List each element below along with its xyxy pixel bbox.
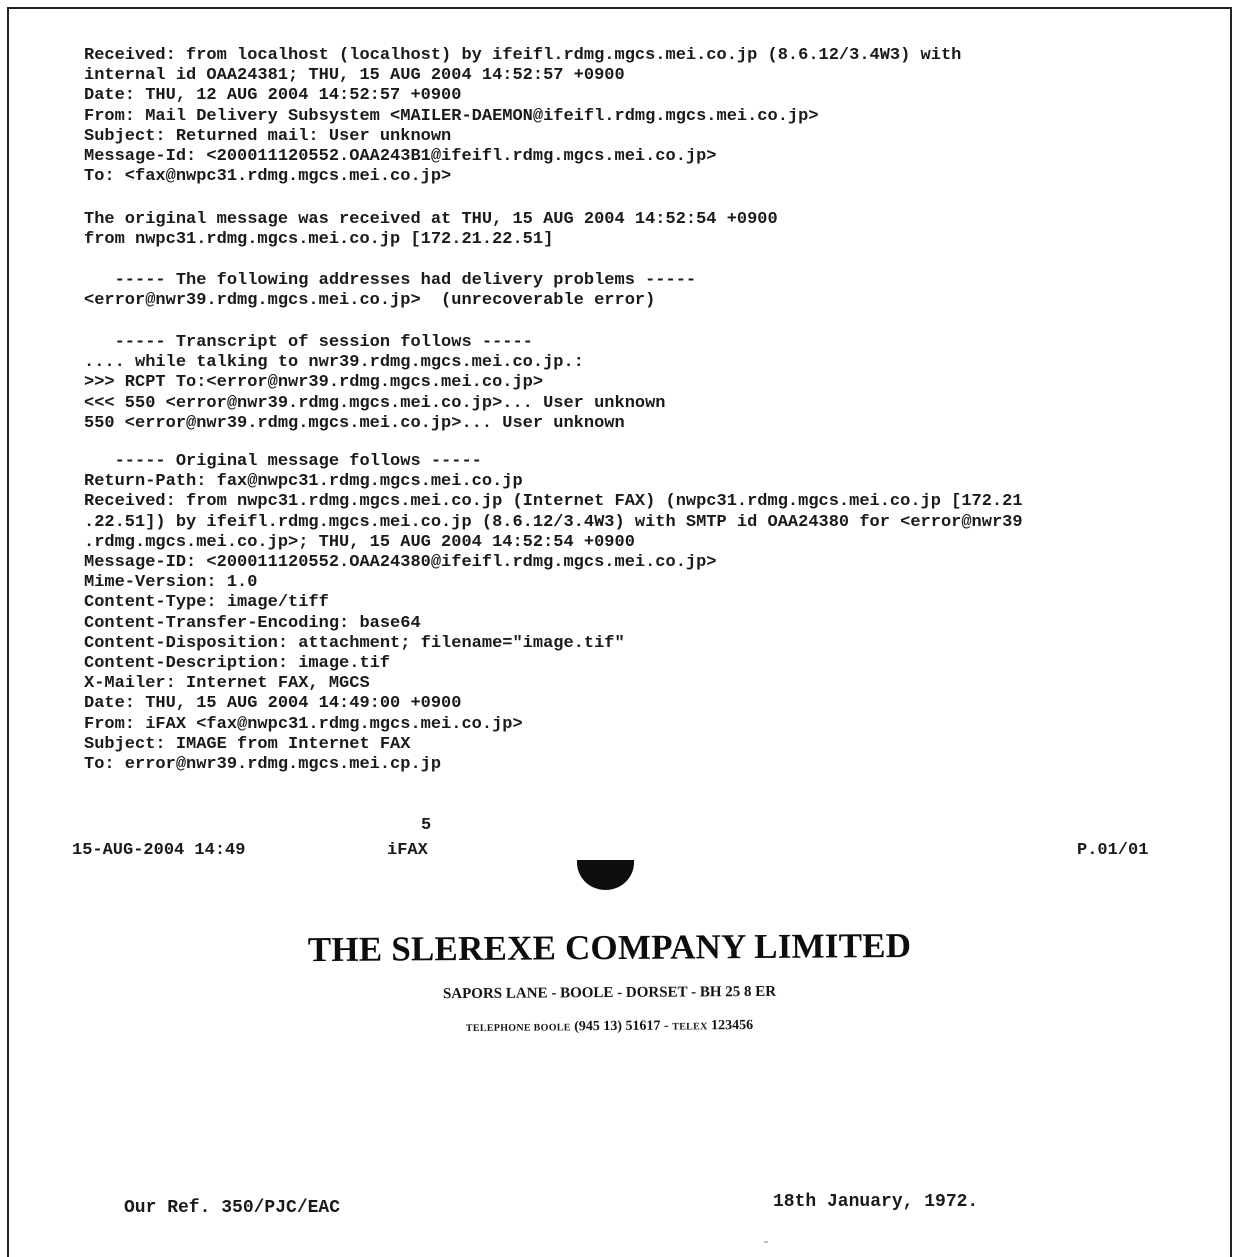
letter-date: 18th January, 1972. <box>773 1192 979 1212</box>
text-line: ----- Transcript of session follows ----- <box>84 333 533 352</box>
text-line: <error@nwr39.rdmg.mgcs.mei.co.jp> (unrecoverable error) <box>84 291 656 311</box>
text-line: .... while talking to nwr39.rdmg.mgcs.mei.co.jp.: <box>84 353 584 373</box>
fax-header-sender: iFAX <box>387 841 428 860</box>
text-line: .rdmg.mgcs.mei.co.jp>; THU, 15 AUG 2004 14:52:54 +0900 <box>84 532 635 552</box>
letter-reference: Our Ref. 350/PJC/EAC <box>124 1198 341 1218</box>
delivery-problems-block <box>84 271 696 311</box>
letterhead-contact-line: TELEPHONE BOOLE (945 13) 51617 - TELEX 123456 <box>465 1017 754 1035</box>
text-line: Date: THU, 15 AUG 2004 14:49:00 +0900 <box>84 694 462 714</box>
text-line: Subject: IMAGE from Internet FAX <box>84 734 411 754</box>
text-line: Content-Type: image/tiff <box>84 593 329 613</box>
text-line: Date: THU, 12 AUG 2004 14:52:57 +0900 <box>84 86 462 106</box>
original-message-block <box>84 452 1023 775</box>
telex-number: 123456 <box>711 1017 754 1034</box>
text-line: <<< 550 <error@nwr39.rdmg.mgcs.mei.co.jp>... User unknown <box>84 393 666 413</box>
text-line: Message-Id: <200011120552.OAA243B1@ifeifl.rdmg.mgcs.mei.co.jp> <box>84 147 717 167</box>
letterhead-company-name: THE SLEREXE COMPANY LIMITED <box>307 925 912 970</box>
text-line: 550 <error@nwr39.rdmg.mgcs.mei.co.jp>... User unknown <box>84 413 625 433</box>
text-line: From: Mail Delivery Subsystem <MAILER-DAEMON@ifeifl.rdmg.mgcs.mei.co.jp> <box>84 106 819 126</box>
text-line: Received: from nwpc31.rdmg.mgcs.mei.co.jp (Internet FAX) (nwpc31.rdmg.mgcs.mei.co.jp [172.21 <box>84 492 1023 512</box>
text-line: Mime-Version: 1.0 <box>84 573 258 593</box>
text-line: >>> RCPT To:<error@nwr39.rdmg.mgcs.mei.co.jp> <box>84 373 544 393</box>
text-line: From: iFAX <fax@nwpc31.rdmg.mgcs.mei.co.jp> <box>84 714 523 734</box>
text-line: ----- Original message follows ----- <box>84 452 482 471</box>
fax-header-page: P.01/01 <box>1077 841 1149 860</box>
text-line: ----- The following addresses had delivery problems ----- <box>84 271 697 290</box>
text-line: .22.51]) by ifeifl.rdmg.mgcs.mei.co.jp (8.6.12/3.4W3) with SMTP id OAA24380 for <error@nwr39 <box>84 512 1023 532</box>
text-line: Message-ID: <200011120552.OAA24380@ifeifl.rdmg.mgcs.mei.co.jp> <box>84 553 717 573</box>
telex-label: TELEX <box>672 1021 708 1033</box>
letterhead-address: SAPORS LANE - BOOLE - DORSET - BH 25 8 ER <box>442 983 777 1003</box>
fax-header-datetime: 15-AUG-2004 14:49 <box>72 841 246 860</box>
session-transcript-block <box>84 333 666 434</box>
text-line: Content-Description: image.tif <box>84 654 391 674</box>
phone-number: (945 13) 51617 <box>574 1018 661 1035</box>
text-line: Content-Disposition: attachment; filename="image.tif" <box>84 633 625 653</box>
email-header-block <box>84 46 961 187</box>
page-number: 5 <box>421 816 432 835</box>
text-line: Return-Path: fax@nwpc31.rdmg.mgcs.mei.co.jp <box>84 472 523 492</box>
text-line: To: <fax@nwpc31.rdmg.mgcs.mei.co.jp> <box>84 167 452 187</box>
text-line: To: error@nwr39.rdmg.mgcs.mei.cp.jp <box>84 755 442 775</box>
text-line: from nwpc31.rdmg.mgcs.mei.co.jp [172.21.22.51] <box>84 230 554 250</box>
text-line: X-Mailer: Internet FAX, MGCS <box>84 674 370 694</box>
text-line: Content-Transfer-Encoding: base64 <box>84 613 421 633</box>
text-line: The original message was received at THU, 15 AUG 2004 14:52:54 +0900 <box>84 210 778 229</box>
phone-label: TELEPHONE BOOLE <box>465 1022 571 1035</box>
original-received-block <box>84 210 778 250</box>
text-line: internal id OAA24381; THU, 15 AUG 2004 14:52:57 +0900 <box>84 66 625 86</box>
text-line: Received: from localhost (localhost) by ifeifl.rdmg.mgcs.mei.co.jp (8.6.12/3.4W3) with <box>84 46 962 65</box>
text-line: Subject: Returned mail: User unknown <box>84 126 452 146</box>
scan-speck <box>764 1241 768 1243</box>
